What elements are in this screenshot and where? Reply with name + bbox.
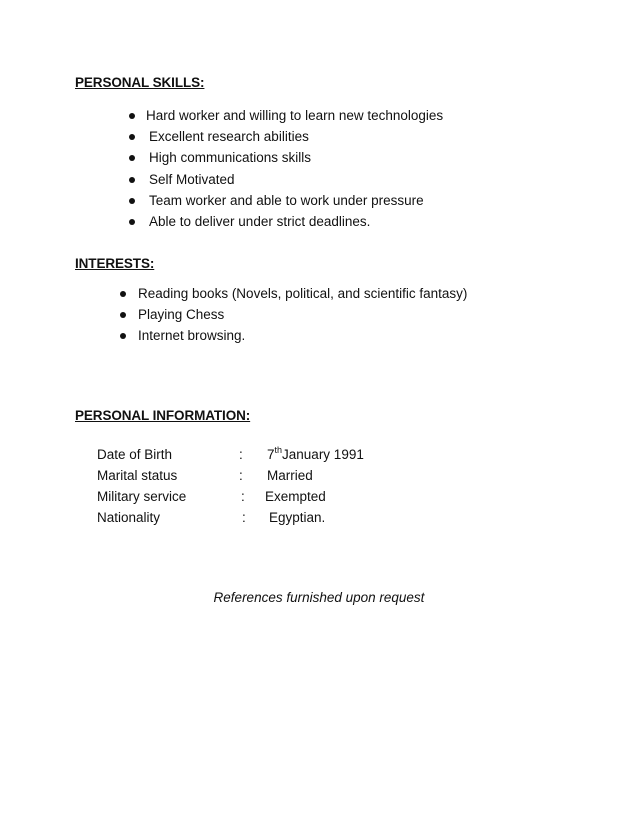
bullet-icon: [129, 134, 135, 140]
bullet-icon: [129, 113, 135, 119]
military-service-value: Exempted: [265, 489, 326, 504]
separator-colon: :: [242, 510, 246, 525]
skill-text: Team worker and able to work under pressure: [149, 192, 424, 208]
bullet-icon: [129, 177, 135, 183]
separator-colon: :: [241, 489, 245, 504]
military-service-label: Military service: [97, 489, 187, 504]
date-of-birth-label: Date of Birth: [97, 447, 173, 462]
skill-text: Hard worker and willing to learn new technologies: [146, 108, 444, 123]
bullet-icon: [120, 312, 126, 318]
personal-skills-heading: PERSONAL SKILLS:: [75, 75, 205, 90]
nationality-label: Nationality: [97, 510, 161, 525]
interest-text: Internet browsing.: [138, 328, 246, 344]
birth-day: 7: [267, 447, 275, 462]
date-of-birth-value: [267, 445, 364, 466]
interest-text: Reading books (Novels, political, and scientific fantasy): [138, 286, 468, 301]
marital-status-value: Married: [267, 468, 313, 483]
bullet-icon: [129, 219, 135, 225]
separator-colon: :: [239, 468, 243, 483]
interest-text: Playing Chess: [138, 307, 225, 323]
marital-status-label: Marital status: [97, 468, 178, 483]
skill-text: Able to deliver under strict deadlines.: [149, 213, 371, 229]
references-note: References furnished upon request: [213, 590, 425, 605]
nationality-value: Egyptian.: [269, 510, 326, 525]
separator-colon: :: [239, 447, 243, 462]
birth-day-suffix: th: [274, 445, 283, 455]
personal-information-heading: PERSONAL INFORMATION:: [75, 408, 251, 423]
skill-text: Self Motivated: [149, 171, 235, 187]
bullet-icon: [120, 333, 126, 339]
interests-heading: INTERESTS:: [75, 256, 155, 271]
bullet-icon: [120, 291, 126, 297]
birth-month-year: January 1991: [282, 447, 364, 462]
bullet-icon: [129, 198, 135, 204]
skill-text: High communications skills: [149, 150, 312, 166]
skill-text: Excellent research abilities: [149, 129, 309, 145]
bullet-icon: [129, 155, 135, 161]
